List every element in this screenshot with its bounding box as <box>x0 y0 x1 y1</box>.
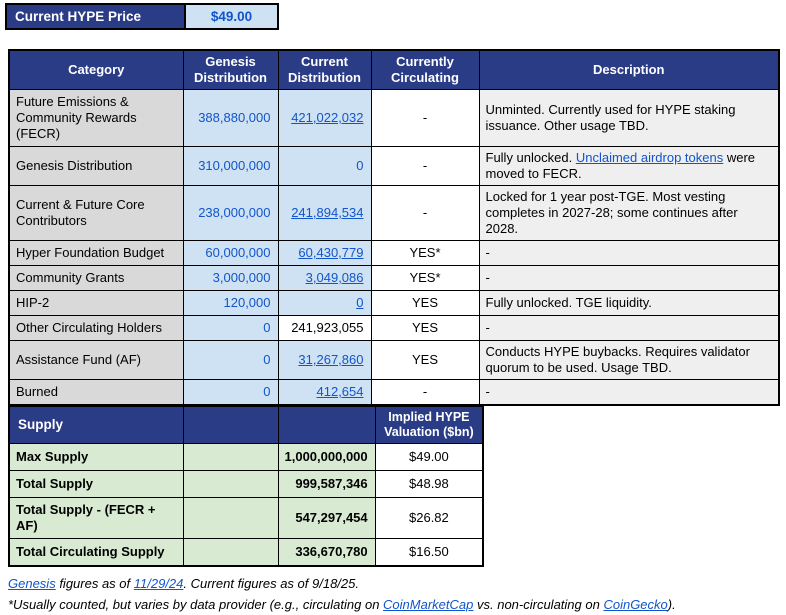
description-cell <box>479 291 779 316</box>
genesis-distribution-value: 0 <box>183 341 278 380</box>
current-distribution-cell <box>278 266 371 291</box>
supply-amount: 547,297,454 <box>278 498 375 539</box>
genesis-distribution-value: 388,880,000 <box>183 90 278 147</box>
description-cell <box>479 241 779 266</box>
implied-valuation: $48.98 <box>375 471 483 498</box>
col-header-current-distribution: Current Distribution <box>278 50 371 90</box>
description-cell <box>479 341 779 380</box>
category-cell: Other Circulating Holders <box>9 316 183 341</box>
description-link[interactable]: Unclaimed airdrop tokens <box>575 150 724 165</box>
table-row <box>9 186 779 241</box>
implied-valuation-header: Implied HYPE Valuation ($bn) <box>375 407 483 444</box>
table-row <box>9 241 779 266</box>
current-distribution-link[interactable]: 60,430,779 <box>298 245 364 260</box>
category-cell: Current & Future Core Contributors <box>9 186 183 241</box>
supply-header-spacer-current <box>278 407 375 444</box>
supply-empty-cell <box>183 539 278 566</box>
supply-amount: 336,670,780 <box>278 539 375 566</box>
genesis-distribution-value: 310,000,000 <box>183 147 278 186</box>
description-text: Unminted. Currently used for HYPE staking issuance. Other usage TBD. <box>485 102 736 133</box>
table-row <box>9 316 779 341</box>
supply-empty-cell <box>183 498 278 539</box>
current-distribution-cell <box>278 291 371 316</box>
circulating-flag: - <box>371 90 479 147</box>
current-distribution-cell <box>278 380 371 406</box>
supply-header-spacer-genesis <box>183 407 278 444</box>
supply-empty-cell <box>183 471 278 498</box>
distribution-table <box>8 49 780 406</box>
current-distribution-cell <box>278 341 371 380</box>
distribution-table-body <box>9 90 779 406</box>
current-hype-price-label: Current HYPE Price <box>7 5 184 28</box>
footnote-text: figures as of <box>55 575 134 591</box>
footnote-line-2 <box>8 594 786 615</box>
col-header-description: Description <box>479 50 779 90</box>
current-distribution-link[interactable]: 0 <box>356 295 364 310</box>
genesis-distribution-value: 0 <box>183 316 278 341</box>
implied-valuation: $26.82 <box>375 498 483 539</box>
description-cell <box>479 186 779 241</box>
footnote-text: *Usually counted, but varies by data provider (e.g., circulating on <box>8 596 384 612</box>
table-row <box>9 90 779 147</box>
table-row <box>9 266 779 291</box>
description-text: - <box>485 320 490 335</box>
footnotes <box>8 573 786 615</box>
supply-label: Total Circulating Supply <box>9 539 183 566</box>
current-hype-price-value[interactable]: $49.00 <box>184 5 277 28</box>
footnote-text: ). <box>667 596 676 612</box>
supply-amount: 1,000,000,000 <box>278 444 375 471</box>
supply-row <box>9 444 483 471</box>
category-cell: HIP-2 <box>9 291 183 316</box>
table-row <box>9 291 779 316</box>
footnote-link[interactable]: CoinMarketCap <box>383 596 474 612</box>
current-hype-price-box <box>5 3 279 30</box>
genesis-distribution-value: 0 <box>183 380 278 406</box>
footnote-link[interactable]: 11/29/24 <box>133 575 184 591</box>
description-cell <box>479 266 779 291</box>
description-text: Locked for 1 year post-TGE. Most vesting completes in 2027-28; some continues after 2028. <box>485 189 738 236</box>
supply-amount: 999,587,346 <box>278 471 375 498</box>
supply-section-title: Supply <box>9 407 183 444</box>
circulating-flag: YES <box>371 316 479 341</box>
description-cell <box>479 147 779 186</box>
supply-empty-cell <box>183 444 278 471</box>
genesis-distribution-value: 60,000,000 <box>183 241 278 266</box>
current-distribution-cell: 241,923,055 <box>278 316 371 341</box>
current-distribution-link[interactable]: 421,022,032 <box>291 110 364 125</box>
supply-row <box>9 539 483 566</box>
circulating-flag: - <box>371 186 479 241</box>
current-distribution-link[interactable]: 3,049,086 <box>305 270 364 285</box>
current-distribution-cell <box>278 186 371 241</box>
circulating-flag: YES <box>371 341 479 380</box>
description-text: - <box>485 270 490 285</box>
col-header-genesis-distribution: Genesis Distribution <box>183 50 278 90</box>
footnote-text: . Current figures as of 9/18/25. <box>183 575 359 591</box>
description-text: were moved to FECR. <box>485 150 756 181</box>
distribution-table-header <box>9 50 779 90</box>
circulating-flag: YES <box>371 291 479 316</box>
footnote-link[interactable]: Genesis <box>8 575 56 591</box>
implied-valuation: $49.00 <box>375 444 483 471</box>
description-cell <box>479 380 779 406</box>
description-cell <box>479 90 779 147</box>
supply-table-body <box>9 444 483 566</box>
category-cell: Genesis Distribution <box>9 147 183 186</box>
genesis-distribution-value: 238,000,000 <box>183 186 278 241</box>
category-cell: Hyper Foundation Budget <box>9 241 183 266</box>
description-text: - <box>485 384 490 399</box>
col-header-category: Category <box>9 50 183 90</box>
description-text: Conducts HYPE buybacks. Requires validator quorum to be used. Usage TBD. <box>485 344 750 375</box>
category-cell: Future Emissions & Community Rewards (FECR) <box>9 90 183 147</box>
circulating-flag: - <box>371 380 479 406</box>
implied-valuation: $16.50 <box>375 539 483 566</box>
description-text: - <box>485 245 490 260</box>
genesis-distribution-value: 120,000 <box>183 291 278 316</box>
current-distribution-link[interactable]: 241,894,534 <box>291 205 364 220</box>
supply-table <box>8 406 484 567</box>
current-distribution-cell <box>278 147 371 186</box>
genesis-distribution-value: 3,000,000 <box>183 266 278 291</box>
supply-table-header <box>9 407 483 444</box>
description-text: Fully unlocked. <box>485 150 576 165</box>
circulating-flag: YES* <box>371 266 479 291</box>
supply-label: Max Supply <box>9 444 183 471</box>
circulating-flag: - <box>371 147 479 186</box>
hype-supply-sheet <box>0 3 786 615</box>
current-distribution-link[interactable]: 31,267,860 <box>298 352 364 367</box>
supply-label: Total Supply <box>9 471 183 498</box>
description-cell <box>479 316 779 341</box>
description-text: Fully unlocked. TGE liquidity. <box>485 295 652 310</box>
supply-row <box>9 471 483 498</box>
supply-row <box>9 498 483 539</box>
category-cell: Community Grants <box>9 266 183 291</box>
table-row <box>9 341 779 380</box>
col-header-currently-circulating: Currently Circulating <box>371 50 479 90</box>
category-cell: Assistance Fund (AF) <box>9 341 183 380</box>
footnote-link[interactable]: CoinGecko <box>603 596 668 612</box>
table-row <box>9 380 779 406</box>
table-row <box>9 147 779 186</box>
supply-label: Total Supply - (FECR + AF) <box>9 498 183 539</box>
footnote-text: vs. non-circulating on <box>473 596 604 612</box>
circulating-flag: YES* <box>371 241 479 266</box>
current-distribution-cell <box>278 241 371 266</box>
category-cell: Burned <box>9 380 183 406</box>
footnote-line-1 <box>8 573 786 594</box>
current-distribution-link[interactable]: 412,654 <box>316 384 364 399</box>
current-distribution-cell <box>278 90 371 147</box>
current-distribution-value: 0 <box>356 158 364 173</box>
